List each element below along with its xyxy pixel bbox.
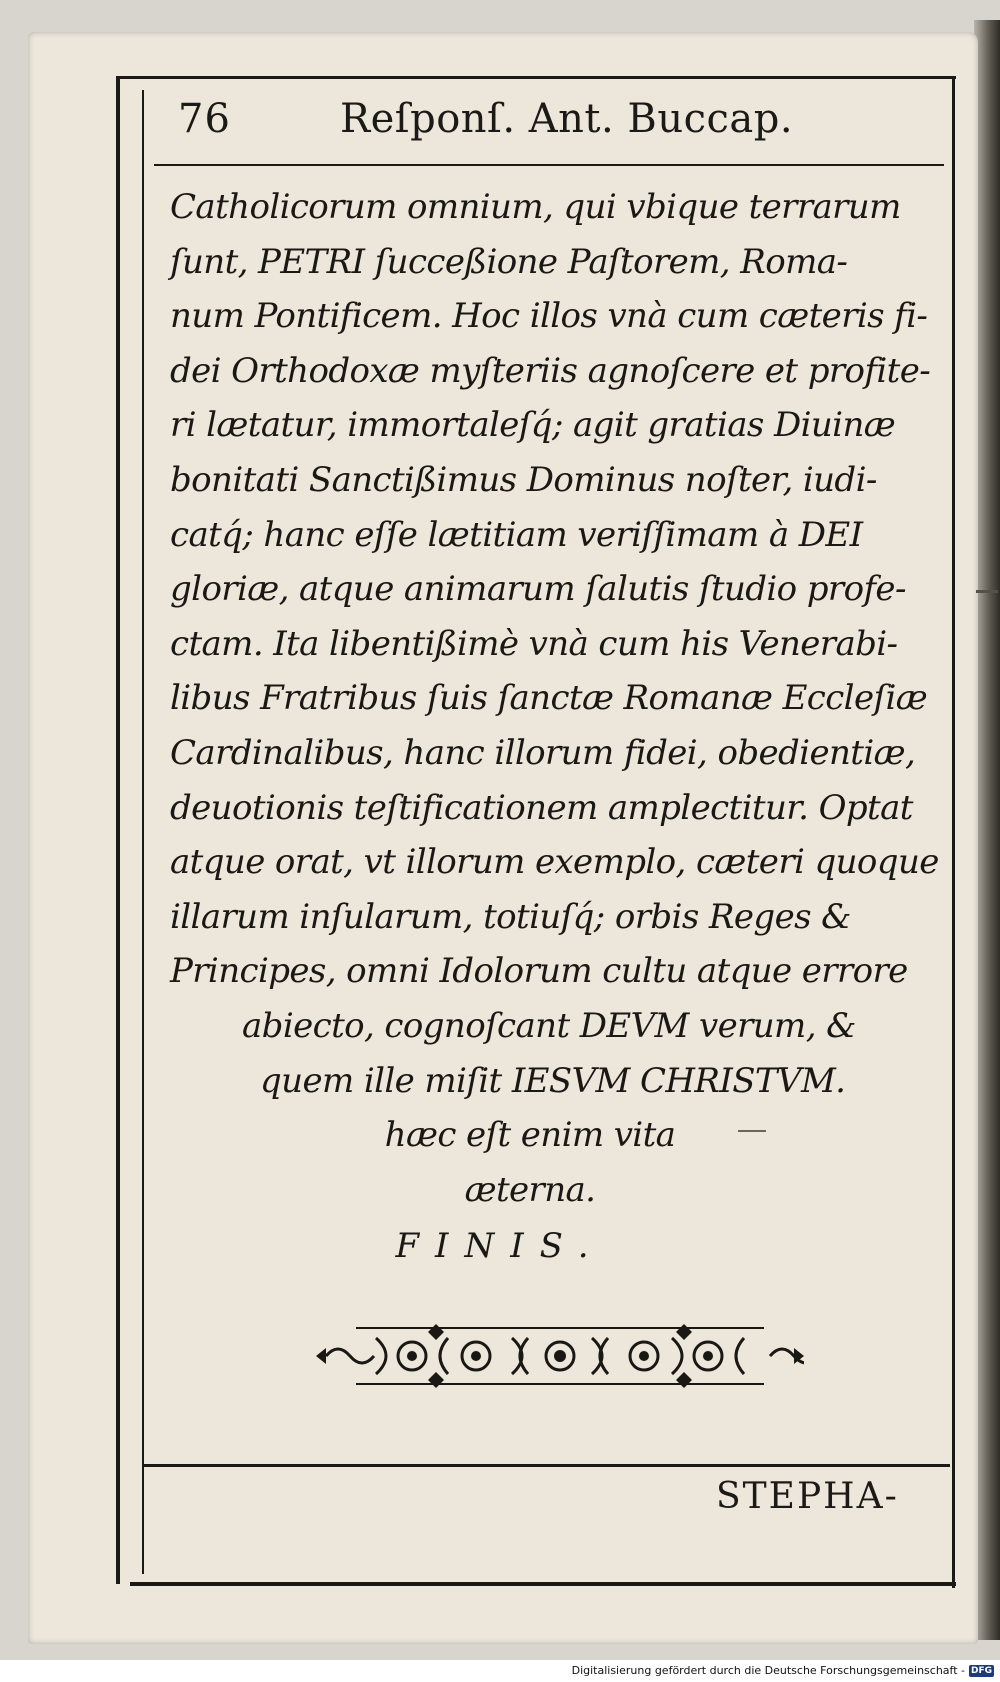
catchword: STEPHA- (716, 1476, 899, 1517)
text-line: ctam. Ita libentißimè vnà cum his Venerabi- (170, 623, 898, 664)
text-line: æterna. (464, 1169, 596, 1210)
text-line: Principes, omni Idolorum cultu atque errore (170, 951, 908, 992)
dfg-logo: DFG (970, 1665, 992, 1676)
running-title: Reſponſ. Ant. Buccap. (340, 96, 794, 142)
text-line: illarum inſularum, totiuſq́; orbis Reges & (170, 896, 851, 937)
text-line: catq́; hanc eſſe lætitiam veriſſimam à DEI (170, 514, 863, 555)
margin-mark (976, 590, 998, 593)
text-line: abiecto, cognoſcant DEVM verum, & (242, 1005, 856, 1046)
text-line: quem ille miſit IESVM CHRISTVM. (260, 1060, 846, 1101)
footer-rule (144, 1464, 950, 1467)
body-text (170, 180, 952, 1217)
text-line: dei Orthodoxæ myſteriis agnoſcere et profite- (170, 350, 931, 391)
text-line: ſunt, PETRI ſucceßione Paſtorem, Roma- (170, 241, 848, 282)
frame-rule-top (118, 76, 956, 79)
frame-rule-left-outer (116, 76, 120, 1584)
bleed-through-mark (738, 1130, 766, 1132)
frame-rule-left-inner (142, 90, 144, 1574)
text-line: bonitati Sanctißimus Dominus noſter, iudi- (170, 459, 877, 500)
text-line: num Pontificem. Hoc illos vnà cum cæteris fi- (170, 296, 928, 337)
text-line: Cardinalibus, hanc illorum fidei, obedientiæ, (170, 732, 916, 773)
text-line: Catholicorum omnium, qui vbique terrarum (170, 187, 901, 227)
frame-rule-right (952, 76, 955, 1588)
frame-rule-bottom (130, 1582, 956, 1586)
text-line: hæc eſt enim vita (384, 1115, 676, 1156)
text-line: gloriæ, atque animarum ſalutis ſtudio profe- (170, 569, 906, 610)
digitization-credit (572, 1664, 994, 1677)
header-rule (154, 164, 944, 166)
text-line: deuotionis teſtificationem amplectitur. Optat (170, 787, 913, 828)
credit-text: Digitalisierung gefördert durch die Deutsche Forschungsgemeinschaft - (571, 1664, 965, 1677)
text-line: ri lætatur, immortaleſq́; agit gratias Diuinæ (170, 405, 896, 446)
text-line: libus Fratribus ſuis ſanctæ Romanæ Eccleſiæ (170, 678, 928, 719)
finis-label: FINIS. (395, 1226, 605, 1266)
page-number: 76 (178, 96, 231, 142)
text-line: atque orat, vt illorum exemplo, cæteri quoque (170, 842, 939, 883)
ornament-band (316, 1318, 804, 1394)
